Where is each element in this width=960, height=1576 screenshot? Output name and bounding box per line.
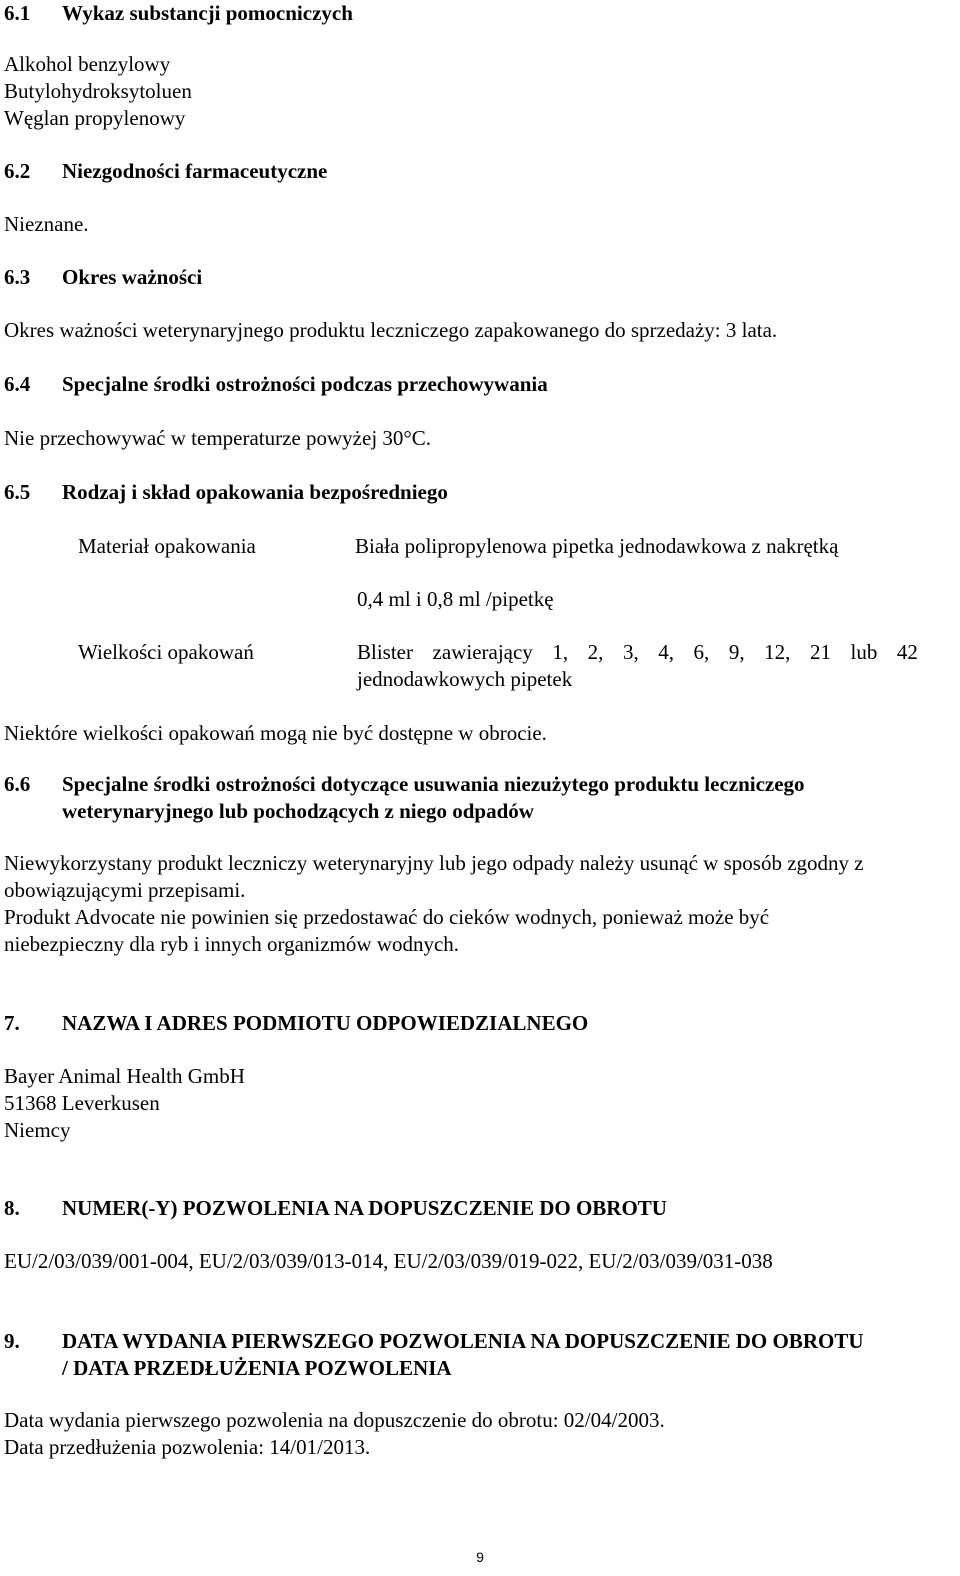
section-title: NAZWA I ADRES PODMIOTU ODPOWIEDZIALNEGO: [62, 1011, 589, 1035]
pack-sizes-word: lub: [850, 640, 878, 664]
pack-sizes-word: 4,: [658, 640, 674, 664]
pack-sizes-word: 21: [809, 640, 831, 664]
paragraph-line: Nie przechowywać w temperaturze powyżej 30°C.: [4, 426, 432, 450]
section-title-line: DATA WYDANIA PIERWSZEGO POZWOLENIA NA DOPUSZCZENIE DO OBROTU: [62, 1329, 864, 1353]
excipient-item: Alkohol benzylowy: [4, 52, 171, 76]
section-number: 6.3: [4, 265, 31, 289]
section-title: NUMER(-Y) POZWOLENIA NA DOPUSZCZENIE DO OBROTU: [62, 1196, 667, 1220]
pack-sizes-word: 2,: [587, 640, 604, 664]
pack-sizes-word: zawierający: [432, 640, 533, 664]
paragraph-line: Okres ważności weterynaryjnego produktu leczniczego zapakowanego do sprzedaży: 3 lata.: [4, 318, 778, 342]
section-title: Wykaz substancji pomocniczych: [62, 1, 353, 25]
section-title-line: / DATA PRZEDŁUŻENIA POZWOLENIA: [62, 1356, 452, 1380]
paragraph-line: EU/2/03/039/001-004, EU/2/03/039/013-014, EU/2/03/039/019-022, EU/2/03/039/031-038: [4, 1249, 773, 1273]
packaging-volume-value: 0,4 ml i 0,8 ml /pipetkę: [357, 587, 554, 611]
paragraph-line: Data przedłużenia pozwolenia: 14/01/2013.: [4, 1435, 371, 1459]
page-number: 9: [476, 1549, 484, 1565]
excipients-list: [4, 51, 952, 132]
availability-note: [4, 720, 952, 747]
pack-sizes-word: 12,: [764, 640, 791, 664]
incompatibilities-text: [4, 211, 952, 238]
paragraph-line: Nieznane.: [4, 212, 89, 236]
pack-sizes-line: [357, 639, 918, 666]
pack-sizes-word: 42: [896, 640, 918, 664]
storage-text: [4, 425, 952, 452]
section-number: 6.5: [4, 480, 31, 504]
section-title-line: Specjalne środki ostrożności dotyczące usuwania niezużytego produktu leczniczego: [62, 772, 805, 796]
pack-sizes-label: Wielkości opakowań: [78, 640, 254, 664]
authorisation-numbers: [4, 1248, 952, 1275]
section-number: 6.4: [4, 372, 31, 396]
address-line: 51368 Leverkusen: [4, 1091, 160, 1115]
section-number: 8.: [4, 1196, 20, 1220]
address-line: Niemcy: [4, 1118, 71, 1142]
section-title: Specjalne środki ostrożności podczas przechowywania: [62, 372, 548, 396]
section-6-2-heading: [4, 158, 954, 185]
pack-sizes-word: 9,: [728, 640, 745, 664]
section-6-5-heading: [4, 479, 954, 506]
excipient-item: Węglan propylenowy: [4, 106, 186, 130]
pack-sizes-line-2: jednodawkowych pipetek: [357, 667, 573, 691]
paragraph-line: obowiązującymi przepisami.: [4, 878, 246, 902]
address-line: Bayer Animal Health GmbH: [4, 1064, 245, 1088]
section-6-4-heading: [4, 371, 954, 398]
section-6-1-heading: [4, 0, 954, 27]
section-7-heading: [4, 1010, 954, 1037]
disposal-paragraph: [4, 850, 952, 958]
section-number: 9.: [4, 1329, 20, 1353]
packaging-material-label: Materiał opakowania: [78, 534, 256, 558]
authorisation-dates: [4, 1407, 952, 1461]
marketing-holder-address: [4, 1063, 952, 1144]
section-6-6-heading: [4, 771, 954, 825]
section-title: Rodzaj i skład opakowania bezpośredniego: [62, 480, 448, 504]
section-number: 7.: [4, 1011, 20, 1035]
section-title: Okres ważności: [62, 265, 203, 289]
packaging-material-value: Biała polipropylenowa pipetka jednodawkowa z nakrętką: [355, 534, 839, 558]
paragraph-line: Niektóre wielkości opakowań mogą nie być dostępne w obrocie.: [4, 721, 547, 745]
paragraph-line: Niewykorzystany produkt leczniczy weterynaryjny lub jego odpady należy usunąć w sposób zgodny z: [4, 851, 864, 875]
section-number: 6.1: [4, 1, 31, 25]
section-number: 6.2: [4, 159, 31, 183]
section-number: 6.6: [4, 772, 31, 796]
pack-sizes-word: 6,: [693, 640, 710, 664]
section-9-heading: [4, 1328, 954, 1382]
shelf-life-text: [4, 317, 952, 344]
excipient-item: Butylohydroksytoluen: [4, 79, 192, 103]
section-title-line: weterynaryjnego lub pochodzących z niego odpadów: [62, 799, 534, 823]
paragraph-line: niebezpieczny dla ryb i innych organizmów wodnych.: [4, 932, 460, 956]
paragraph-line: Data wydania pierwszego pozwolenia na dopuszczenie do obrotu: 02/04/2003.: [4, 1408, 665, 1432]
pack-sizes-value: [357, 639, 918, 693]
pack-sizes-word: 1,: [552, 640, 569, 664]
paragraph-line: Produkt Advocate nie powinien się przedostawać do cieków wodnych, ponieważ może być: [4, 905, 770, 929]
section-title: Niezgodności farmaceutyczne: [62, 159, 328, 183]
pack-sizes-word: 3,: [622, 640, 639, 664]
pack-sizes-word: Blister: [357, 640, 413, 664]
section-6-3-heading: [4, 264, 954, 291]
section-8-heading: [4, 1195, 954, 1222]
